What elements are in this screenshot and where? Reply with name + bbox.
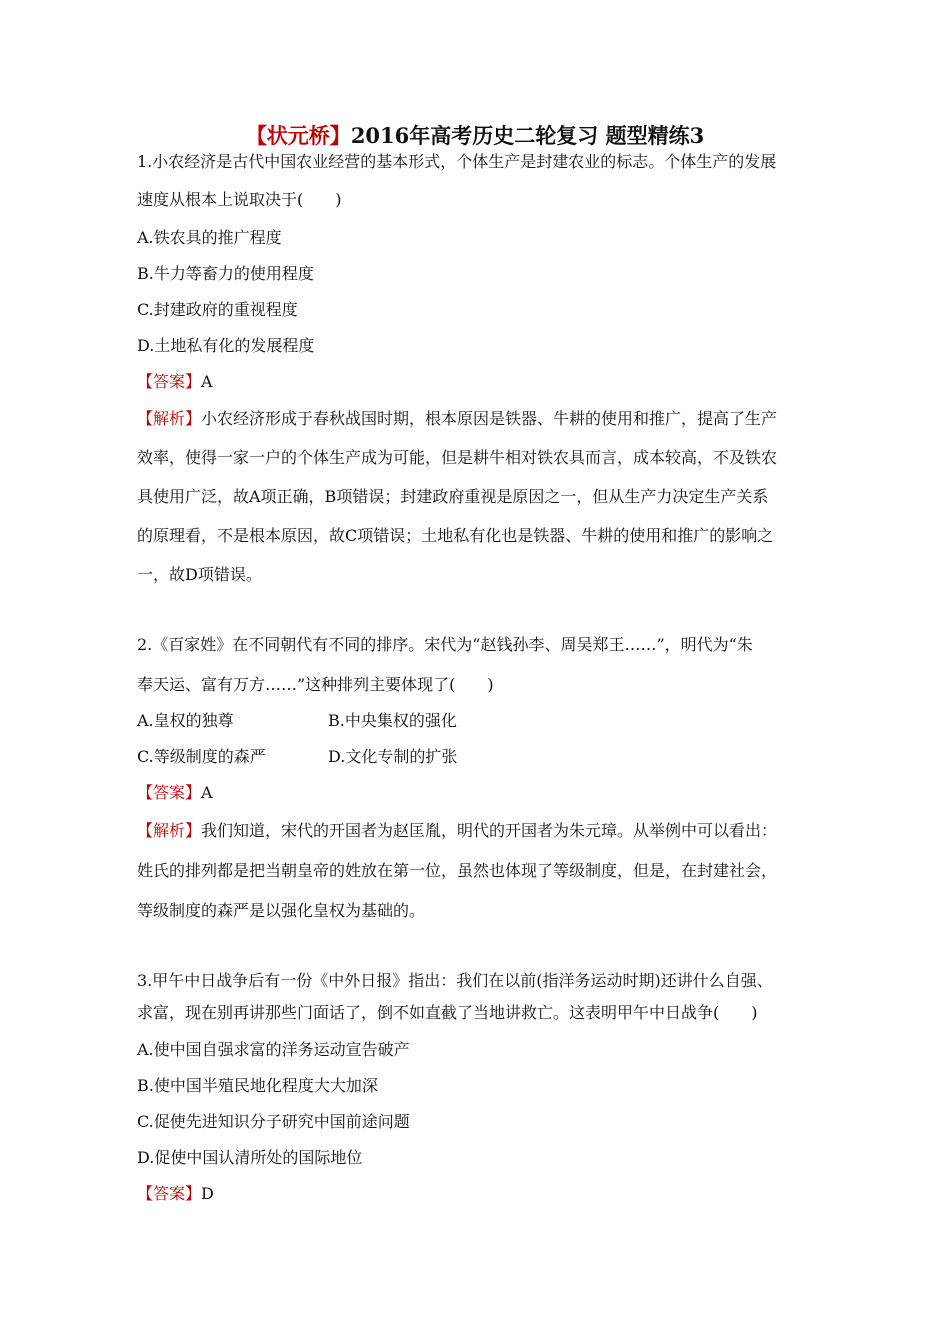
q1-answer bbox=[137, 371, 817, 393]
q1-stem-line-2: 速度从根本上说取决于( ) bbox=[137, 190, 342, 209]
q2-option-d: D.文化专制的扩张 bbox=[328, 747, 458, 766]
q2-answer-value: A bbox=[201, 783, 213, 802]
q3-option-b: B.使中国半殖民地化程度大大加深 bbox=[137, 1076, 378, 1095]
q2-analysis-line-2: 姓氏的排列都是把当朝皇帝的姓放在第一位，虽然也体现了等级制度，但是，在封建社会， bbox=[137, 861, 778, 880]
title-brand: 【状元桥】 bbox=[245, 123, 351, 148]
q3-answer bbox=[137, 1183, 817, 1205]
q2-option-c: C.等级制度的森严 bbox=[137, 747, 266, 766]
analysis-label: 【解析】 bbox=[137, 409, 202, 428]
q2-answer bbox=[137, 782, 817, 804]
title-text: 2016年高考历史二轮复习 题型精练3 bbox=[350, 123, 705, 148]
q2-option-b: B.中央集权的强化 bbox=[328, 711, 457, 730]
q3-option-a: A.使中国自强求富的洋务运动宣告破产 bbox=[137, 1040, 410, 1059]
q1-option-b: B.牛力等畜力的使用程度 bbox=[137, 264, 314, 283]
q1-analysis-line-2: 效率，使得一家一户的个体生产成为可能，但是耕牛相对铁农具而言，成本较高，不及铁农 bbox=[137, 448, 778, 467]
q3-stem-line-2: 求富，现在别再讲那些门面话了，倒不如直截了当地讲救亡。这表明甲午中日战争( ) bbox=[137, 1003, 758, 1022]
q1-option-d: D.土地私有化的发展程度 bbox=[137, 336, 315, 355]
q2-option-a: A.皇权的独尊 bbox=[137, 711, 234, 730]
q3-answer-value: D bbox=[201, 1184, 214, 1203]
q1-analysis-line-3: 具使用广泛，故A项正确，B项错误；封建政府重视是原因之一，但从生产力决定生产关系 bbox=[137, 487, 769, 506]
q2-analysis-text-1: 我们知道，宋代的开国者为赵匡胤，明代的开国者为朱元璋。从举例中可以看出： bbox=[201, 821, 778, 840]
q1-stem-line-1: 1.小农经济是古代中国农业经营的基本形式，个体生产是封建农业的标志。个体生产的发展 bbox=[137, 152, 777, 171]
q1-option-a: A.铁农具的推广程度 bbox=[137, 228, 282, 247]
q3-stem-line-1: 3.甲午中日战争后有一份《中外日报》指出：我们在以前(指洋务运动时期)还讲什么自强、 bbox=[137, 971, 773, 990]
q2-options-row-2 bbox=[137, 746, 817, 768]
document-title bbox=[0, 120, 950, 150]
q2-stem-line-1: 2.《百家姓》在不同朝代有不同的排序。宋代为“赵钱孙李、周吴郑王……”，明代为“朱 bbox=[137, 635, 753, 654]
q1-analysis-line-5: 一，故D项错误。 bbox=[137, 565, 262, 584]
q2-analysis-line-3: 等级制度的森严是以强化皇权为基础的。 bbox=[137, 901, 426, 920]
q1-analysis-text-1: 小农经济形成于春秋战国时期，根本原因是铁器、牛耕的使用和推广，提高了生产 bbox=[201, 409, 778, 428]
q3-option-d: D.促使中国认清所处的国际地位 bbox=[137, 1148, 363, 1167]
answer-label: 【答案】 bbox=[137, 372, 202, 391]
q1-analysis-line-1 bbox=[137, 408, 817, 430]
q1-answer-value: A bbox=[201, 372, 213, 391]
q3-option-c: C.促使先进知识分子研究中国前途问题 bbox=[137, 1112, 410, 1131]
q1-option-c: C.封建政府的重视程度 bbox=[137, 300, 298, 319]
q2-stem-line-2: 奉天运、富有万方……”这种排列主要体现了( ) bbox=[137, 675, 494, 694]
analysis-label: 【解析】 bbox=[137, 821, 202, 840]
q2-options-row-1 bbox=[137, 710, 817, 732]
answer-label: 【答案】 bbox=[137, 783, 202, 802]
q2-analysis-line-1 bbox=[137, 820, 817, 842]
answer-label: 【答案】 bbox=[137, 1184, 202, 1203]
q1-analysis-line-4: 的原理看，不是根本原因，故C项错误；土地私有化也是铁器、牛耕的使用和推广的影响之 bbox=[137, 526, 774, 545]
